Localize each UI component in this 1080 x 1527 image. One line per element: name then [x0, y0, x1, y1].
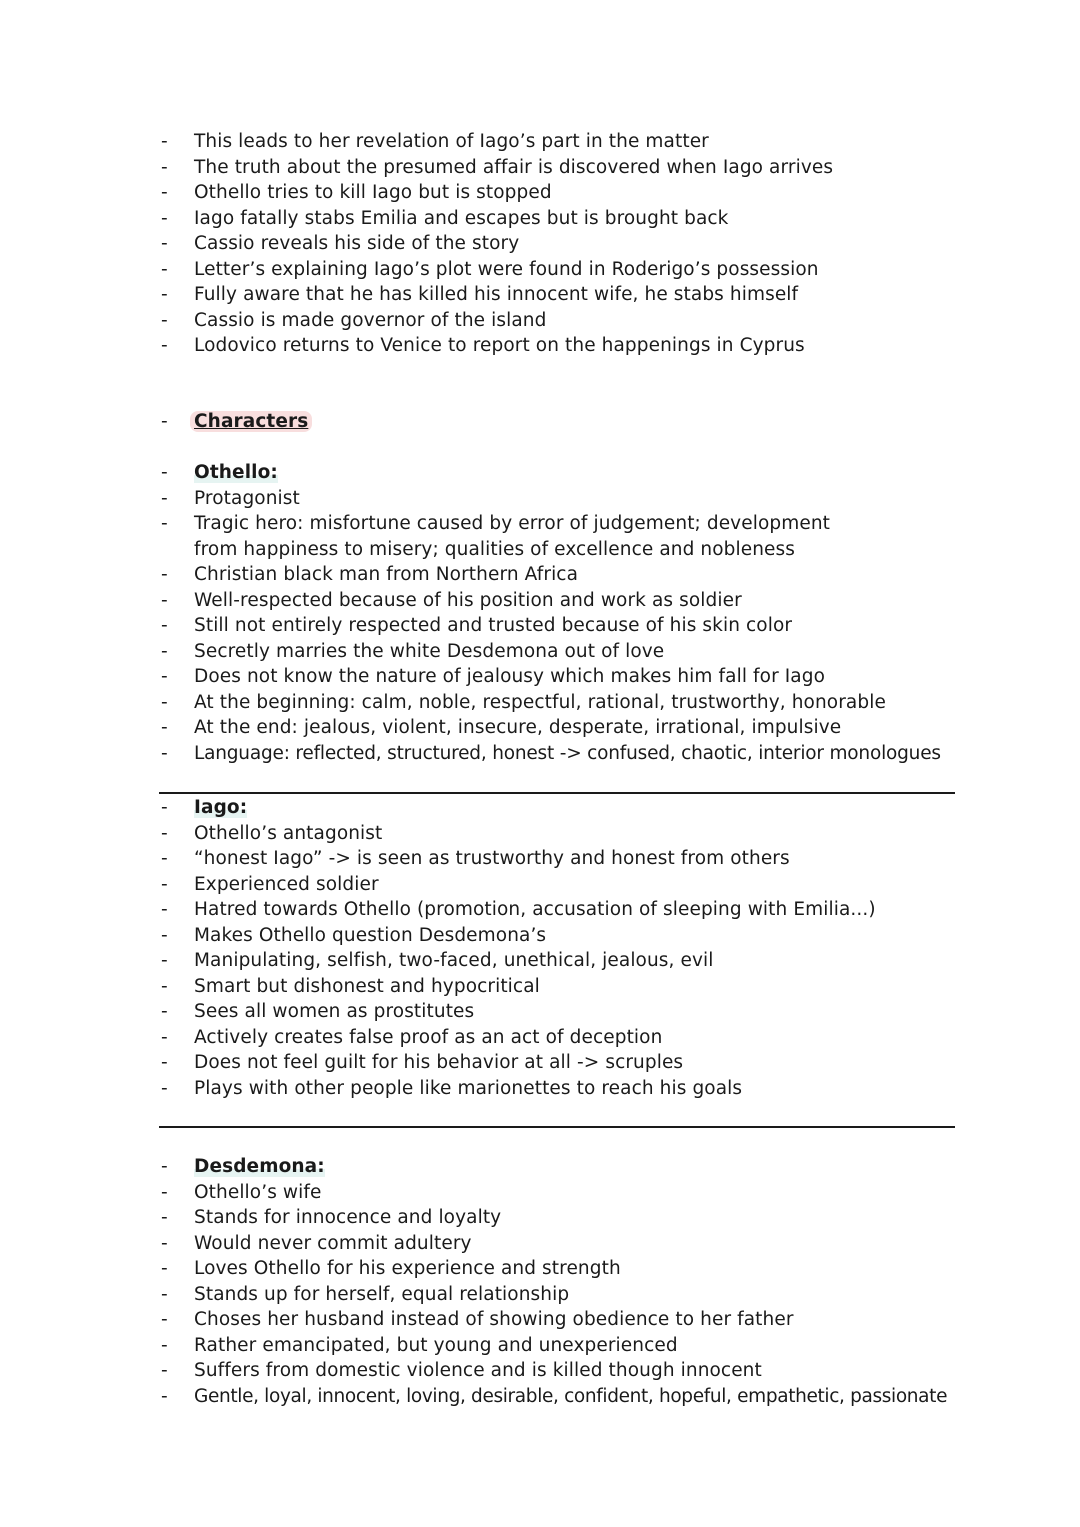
character-name-othello: Othello: — [194, 462, 278, 483]
bullet-dash: - — [161, 717, 168, 738]
list-item: - Stands for innocence and loyalty — [0, 1205, 1080, 1231]
desdemona-list — [0, 1154, 1080, 1409]
bullet-dash: - — [161, 1309, 168, 1330]
list-item: - Cassio is made governor of the island — [0, 308, 1080, 334]
list-item: - Would never commit adultery — [0, 1231, 1080, 1257]
character-name-item — [0, 795, 1080, 821]
bullet-dash: - — [161, 1207, 168, 1228]
bullet-dash: - — [161, 207, 168, 229]
character-name-item — [0, 460, 1080, 486]
bullet-dash: - — [161, 258, 168, 280]
bullet-dash: - — [161, 564, 168, 585]
bullet-dash: - — [161, 462, 168, 483]
list-item: - Suffers from domestic violence and is killed though innocent — [0, 1358, 1080, 1384]
bullet-dash: - — [161, 411, 168, 432]
bullet-dash: - — [161, 797, 168, 818]
list-item: - Gentle, loyal, innocent, loving, desirable, confident, hopeful, empathetic, passionate — [0, 1384, 1080, 1410]
list-item: - Manipulating, selfish, two-faced, unethical, jealous, evil — [0, 948, 1080, 974]
bullet-dash: - — [161, 309, 168, 331]
list-item: - Experienced soldier — [0, 872, 1080, 898]
bullet-dash: - — [161, 513, 168, 534]
bullet-dash: - — [161, 950, 168, 971]
bullet-dash: - — [161, 335, 168, 356]
bullet-dash: - — [161, 1360, 168, 1381]
list-item: - Christian black man from Northern Africa — [0, 562, 1080, 588]
plot-ending-list — [0, 129, 1080, 359]
bullet-dash: - — [161, 284, 168, 305]
list-item: - At the end: jealous, violent, insecure, desperate, irrational, impulsive — [0, 715, 1080, 741]
bullet-dash: - — [161, 1156, 168, 1177]
list-item: - Language: reflected, structured, honest -> confused, chaotic, interior monologues — [0, 741, 1080, 767]
list-item: - Fully aware that he has killed his innocent wife, he stabs himself — [0, 282, 1080, 308]
section-divider — [159, 1126, 955, 1128]
bullet-dash: - — [161, 924, 168, 946]
list-item: - Loves Othello for his experience and strength — [0, 1256, 1080, 1282]
bullet-dash: - — [161, 975, 168, 997]
bullet-dash: - — [161, 1077, 168, 1099]
list-item: - Smart but dishonest and hypocritical — [0, 974, 1080, 1000]
list-item: - At the beginning: calm, noble, respectful, rational, trustworthy, honorable — [0, 690, 1080, 716]
bullet-dash: - — [161, 487, 168, 509]
list-item: - Letter’s explaining Iago’s plot were found in Roderigo’s possession — [0, 257, 1080, 283]
list-item: - Does not know the nature of jealousy which makes him fall for Iago — [0, 664, 1080, 690]
bullet-dash: - — [161, 615, 168, 636]
characters-heading-list — [0, 409, 1080, 435]
list-item: - “honest Iago” -> is seen as trustworthy and honest from others — [0, 846, 1080, 872]
bullet-dash: - — [161, 589, 168, 611]
bullet-dash: - — [161, 848, 168, 869]
section-heading-item — [0, 409, 1080, 435]
character-name-iago: Iago: — [194, 797, 248, 818]
list-item: - Plays with other people like marionettes to reach his goals — [0, 1076, 1080, 1102]
bullet-dash: - — [161, 1385, 168, 1407]
section-heading: Characters — [190, 411, 312, 432]
bullet-dash: - — [161, 1181, 168, 1203]
list-item: - Makes Othello question Desdemona’s — [0, 923, 1080, 949]
character-name-item — [0, 1154, 1080, 1180]
list-item: - Actively creates false proof as an act of deception — [0, 1025, 1080, 1051]
list-item: - Iago fatally stabs Emilia and escapes but is brought back — [0, 206, 1080, 232]
bullet-dash: - — [161, 899, 168, 920]
section-divider — [159, 792, 955, 794]
bullet-dash: - — [161, 1001, 168, 1022]
bullet-dash: - — [161, 233, 168, 254]
list-item: - Secretly marries the white Desdemona out of love — [0, 639, 1080, 665]
iago-list — [0, 795, 1080, 1101]
list-item: - Still not entirely respected and trusted because of his skin color — [0, 613, 1080, 639]
list-item: - The truth about the presumed affair is discovered when Iago arrives — [0, 155, 1080, 181]
othello-list — [0, 460, 1080, 766]
bullet-dash: - — [161, 1258, 168, 1279]
bullet-dash: - — [161, 1026, 168, 1048]
list-item: - Cassio reveals his side of the story — [0, 231, 1080, 257]
bullet-dash: - — [161, 666, 168, 687]
bullet-dash: - — [161, 1232, 168, 1254]
bullet-dash: - — [161, 1334, 168, 1356]
list-item: - Hatred towards Othello (promotion, accusation of sleeping with Emilia...) — [0, 897, 1080, 923]
bullet-dash: - — [161, 1052, 168, 1073]
list-item: - Does not feel guilt for his behavior at all -> scruples — [0, 1050, 1080, 1076]
list-item: - Well-respected because of his position and work as soldier — [0, 588, 1080, 614]
bullet-dash: - — [161, 691, 168, 713]
list-item: - Stands up for herself, equal relationship — [0, 1282, 1080, 1308]
list-item: - Rather emancipated, but young and unexperienced — [0, 1333, 1080, 1359]
bullet-dash: - — [161, 1283, 168, 1305]
list-item: - Choses her husband instead of showing obedience to her father — [0, 1307, 1080, 1333]
bullet-dash: - — [161, 873, 168, 895]
character-name-desdemona: Desdemona: — [194, 1156, 325, 1177]
list-item: - This leads to her revelation of Iago’s part in the matter — [0, 129, 1080, 155]
bullet-dash: - — [161, 822, 168, 844]
bullet-dash: - — [161, 182, 168, 203]
bullet-dash: - — [161, 640, 168, 662]
bullet-dash: - — [161, 156, 168, 178]
list-item: - Lodovico returns to Venice to report on the happenings in Cyprus — [0, 333, 1080, 359]
list-item: - Protagonist — [0, 486, 1080, 512]
list-item: - Othello’s antagonist — [0, 821, 1080, 847]
list-item: - Tragic hero: misfortune caused by error of judgement; development from happiness to misery; qualities of excellence and nobleness — [161, 513, 830, 560]
bullet-dash: - — [161, 131, 168, 152]
bullet-dash: - — [161, 742, 168, 764]
list-item: - Sees all women as prostitutes — [0, 999, 1080, 1025]
list-item: - Othello tries to kill Iago but is stopped — [0, 180, 1080, 206]
list-item: - Othello’s wife — [0, 1180, 1080, 1206]
